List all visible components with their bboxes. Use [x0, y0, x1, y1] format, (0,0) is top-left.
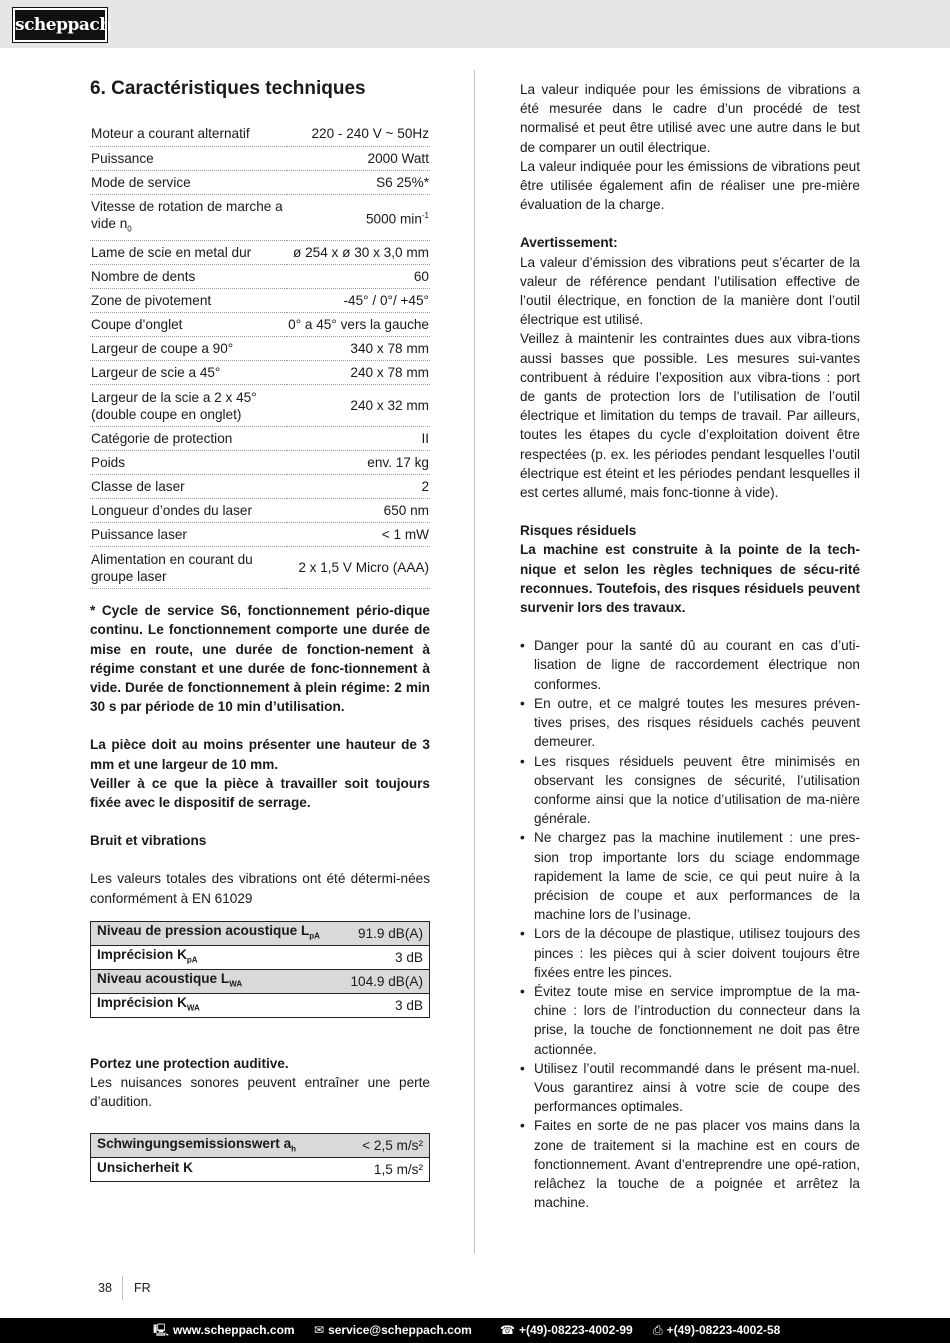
spec-label: Puissance laser: [90, 523, 287, 547]
phone-icon: ☎: [500, 1323, 515, 1337]
noise-value: 3 dB: [340, 945, 430, 969]
noise-label: Imprécision $K_{WA}$: [91, 993, 340, 1017]
spec-label: Coupe d’onglet: [90, 313, 287, 337]
noise-row: [91, 993, 430, 1017]
spec-value: 240 x 32 mm: [287, 385, 430, 427]
list-item: • Évitez toute mise en service impromptue de la ma-chine : lors de l’introduction du connecteur dans la prise, la touche de fonctionnement ne doit pas être actionnée.: [520, 982, 860, 1059]
spec-row: [90, 146, 430, 170]
vibration-label: Schwingungsemissionswert $a_h$: [91, 1134, 343, 1158]
spec-label: Vitesse de rotation de marche a vide $n_0$: [90, 194, 287, 241]
piece-note-1: La pièce doit au moins présenter une hauteur de 3 mm et une largeur de 10 mm.: [90, 737, 430, 772]
vibration-paragraph-1: La valeur indiquée pour les émissions de vibrations a été mesurée dans le cadre d’un procédé de test normalisé et peut être utilisé avec une autre dans le but de comparer un outil électrique.: [520, 82, 860, 155]
spec-label: Nombre de dents: [90, 265, 287, 289]
spec-value: ø 254 x ø 30 x 3,0 mm: [287, 241, 430, 265]
vibration-value: < 2,5 m/s²: [342, 1134, 429, 1158]
spec-row: [90, 451, 430, 475]
spec-row: [90, 289, 430, 313]
noise-label: Niveau de pression acoustique $L_{pA}$: [91, 921, 340, 945]
cycle-note: * Cycle de service S6, fonctionnement pério-dique continu. Le fonctionnement comporte une durée de mise en route, une durée de fonction-nement à régime constant et une durée de fonc-tionnement à vide. Durée de fonctionnement à plein régime: 2 min 30 s par période de 10 min d’utilisation.: [90, 603, 430, 715]
spec-row: [90, 523, 430, 547]
spec-label: Largeur de la scie a 2 x 45° (double coupe en onglet): [90, 385, 287, 427]
spec-value: 2 x 1,5 V Micro (AAA): [287, 547, 430, 589]
list-item: • Faites en sorte de ne pas placer vos mains dans la zone de traitement si la machine est en cours de fonctionnement. Avant d’entreprendre une opé-ration, relâchez la touche de a poignée et arrêtez la machine.: [520, 1116, 860, 1212]
noise-value: 104.9 dB(A): [340, 969, 430, 993]
warning-text: La valeur d’émission des vibrations peut s’écarter de la valeur de référence pendant l’utilisation effective de l’outil électrique, en fonction de la manière dont l’outil électrique est utilisé.: [520, 254, 860, 328]
contact-bar: [0, 1318, 950, 1343]
vibration-value: 1,5 m/s²: [342, 1158, 429, 1182]
spec-row: [90, 499, 430, 523]
spec-label: Poids: [90, 451, 287, 475]
email-link[interactable]: ✉ service@scheppach.com: [314, 1323, 472, 1337]
spec-row: [90, 337, 430, 361]
spec-value: 220 - 240 V ~ 50Hz: [287, 122, 430, 146]
spec-label: Moteur a courant alternatif: [90, 122, 287, 146]
vibration-table: [90, 1133, 430, 1182]
spec-row: [90, 122, 430, 146]
risk-intro: La machine est construite à la pointe de la tech-nique et selon les règles techniques de sécu-rité reconnues. Toutefois, des risques résiduels peuvent survenir lors des travaux.: [520, 542, 860, 616]
spec-value: 5000 $\min^{-1}$: [287, 194, 430, 241]
noise-table: [90, 921, 430, 1018]
spec-label: Classe de laser: [90, 475, 287, 499]
spec-value: 60: [287, 265, 430, 289]
spec-value: 650 nm: [287, 499, 430, 523]
spec-table: [90, 122, 430, 589]
column-divider: [474, 70, 475, 1253]
noise-intro: Les valeurs totales des vibrations ont été détermi-nées conformément à EN 61029: [90, 871, 430, 906]
list-item: • Ne chargez pas la machine inutilement : une pres-sion trop importante lors du sciage endommage rapidement la lame de scie, ce qui peut nuire à la précision de coupe et aux performances de la machine lors de l’usinage.: [520, 828, 860, 924]
vibration-row: [91, 1158, 430, 1182]
hearing-heading: Portez une protection auditive.: [90, 1055, 289, 1071]
piece-note-2: Veiller à ce que la pièce à travailler soit toujours fixée avec le dispositif de serrage.: [90, 775, 430, 811]
spec-label: Largeur de coupe a 90°: [90, 337, 287, 361]
spec-label: Largeur de scie a 45°: [90, 361, 287, 385]
spec-value: S6 25%*: [287, 170, 430, 194]
spec-value: II: [287, 427, 430, 451]
spec-row: [90, 265, 430, 289]
noise-value: 91.9 dB(A): [340, 921, 430, 945]
spec-row: [90, 361, 430, 385]
spec-row: [90, 170, 430, 194]
spec-value: env. 17 kg: [287, 451, 430, 475]
fax-icon: ⎙: [653, 1323, 663, 1337]
spec-row: [90, 427, 430, 451]
scheppach-logo: scheppach: [13, 8, 107, 42]
right-column: [520, 80, 860, 1212]
vibration-label: Unsicherheit K: [91, 1158, 343, 1182]
phone-number: ☎ +(49)-08223-4002-99: [500, 1323, 633, 1337]
vibration-paragraph-3: Veillez à maintenir les contraintes dues aux vibra-tions aussi basses que possible. Les mesures sui-vantes contribuent à réduire l’exposition aux vibra-tions : port de gants de protection lors de l’utilisation de l’outil électrique et limitation du temps de travail. Par ailleurs, toutes les étapes du cycle d’exploitation doivent être respectées (p. ex. les périodes pendant lesquelles l’outil électrique est éteint et les périodes pendant lesquelles il est certes allumé, mais fonc-tionne à vide).: [520, 331, 860, 501]
warning-heading: Avertissement:: [520, 235, 618, 251]
spec-value: < 1 mW: [287, 523, 430, 547]
noise-heading: Bruit et vibrations: [90, 833, 207, 849]
spec-label: Catégorie de protection: [90, 427, 287, 451]
list-item: • En outre, et ce malgré toutes les mesures préven-tives prises, des risques résiduels cachés peuvent demeurer.: [520, 694, 860, 752]
vibration-row: [91, 1134, 430, 1158]
spec-label: Lame de scie en metal dur: [90, 241, 287, 265]
list-item: • Danger pour la santé dû au courant en cas d’uti-lisation de ligne de raccordement électrique non conformes.: [520, 636, 860, 694]
website-link[interactable]: 🖳 www.scheppach.com: [153, 1323, 295, 1337]
spec-label: Mode de service: [90, 170, 287, 194]
noise-row: [91, 969, 430, 993]
spec-value: 240 x 78 mm: [287, 361, 430, 385]
fax-number: ⎙ +(49)-08223-4002-58: [653, 1323, 781, 1337]
noise-label: Niveau acoustique $L_{WA}$: [91, 969, 340, 993]
spec-value: 2: [287, 475, 430, 499]
spec-row: [90, 241, 430, 265]
spec-value: 0° a 45° vers la gauche: [287, 313, 430, 337]
hearing-text: Les nuisances sonores peuvent entraîner une perte d’audition.: [90, 1075, 430, 1110]
vibration-paragraph-2: La valeur indiquée pour les émissions de vibrations peut être utilisée également afin de réaliser une pre-mière évaluation de la charge.: [520, 158, 860, 213]
spec-value: -45° / 0°/ +45°: [287, 289, 430, 313]
noise-row: [91, 945, 430, 969]
list-item: • Les risques résiduels peuvent être minimisés en observant les consignes de sécurité, l’utilisation conforme ainsi que la notice d’utilisation de ma-nière générale.: [520, 752, 860, 829]
noise-row: [91, 921, 430, 945]
spec-row: [90, 313, 430, 337]
noise-value: 3 dB: [340, 993, 430, 1017]
monitor-icon: 🖳: [153, 1323, 170, 1337]
page-number: 38: [98, 1281, 112, 1295]
risk-heading: Risques résiduels: [520, 523, 637, 539]
footer-divider: [122, 1276, 123, 1300]
header-bar: [0, 0, 950, 48]
risk-list: [520, 636, 860, 1212]
spec-label: Longueur d’ondes du laser: [90, 499, 287, 523]
noise-label: Imprécision $K_{pA}$: [91, 945, 340, 969]
language-code: FR: [134, 1281, 151, 1295]
section-title: 6. Caractéristiques techniques: [90, 78, 366, 99]
spec-value: 340 x 78 mm: [287, 337, 430, 361]
list-item: • Utilisez l’outil recommandé dans le présent ma-nuel. Vous garantirez ainsi à votre scie de coupe des performances optimales.: [520, 1059, 860, 1117]
left-column: [90, 76, 430, 1182]
spec-row: [90, 547, 430, 589]
spec-value: 2000 Watt: [287, 146, 430, 170]
spec-row: [90, 194, 430, 241]
list-item: • Lors de la découpe de plastique, utilisez toujours des pinces : les pièces qui à scier doivent toujours être fixées entre les pinces.: [520, 924, 860, 982]
spec-row: [90, 475, 430, 499]
spec-label: Alimentation en courant du groupe laser: [90, 547, 287, 589]
mail-icon: ✉: [314, 1323, 325, 1337]
spec-row: [90, 385, 430, 427]
spec-label: Puissance: [90, 146, 287, 170]
spec-label: Zone de pivotement: [90, 289, 287, 313]
